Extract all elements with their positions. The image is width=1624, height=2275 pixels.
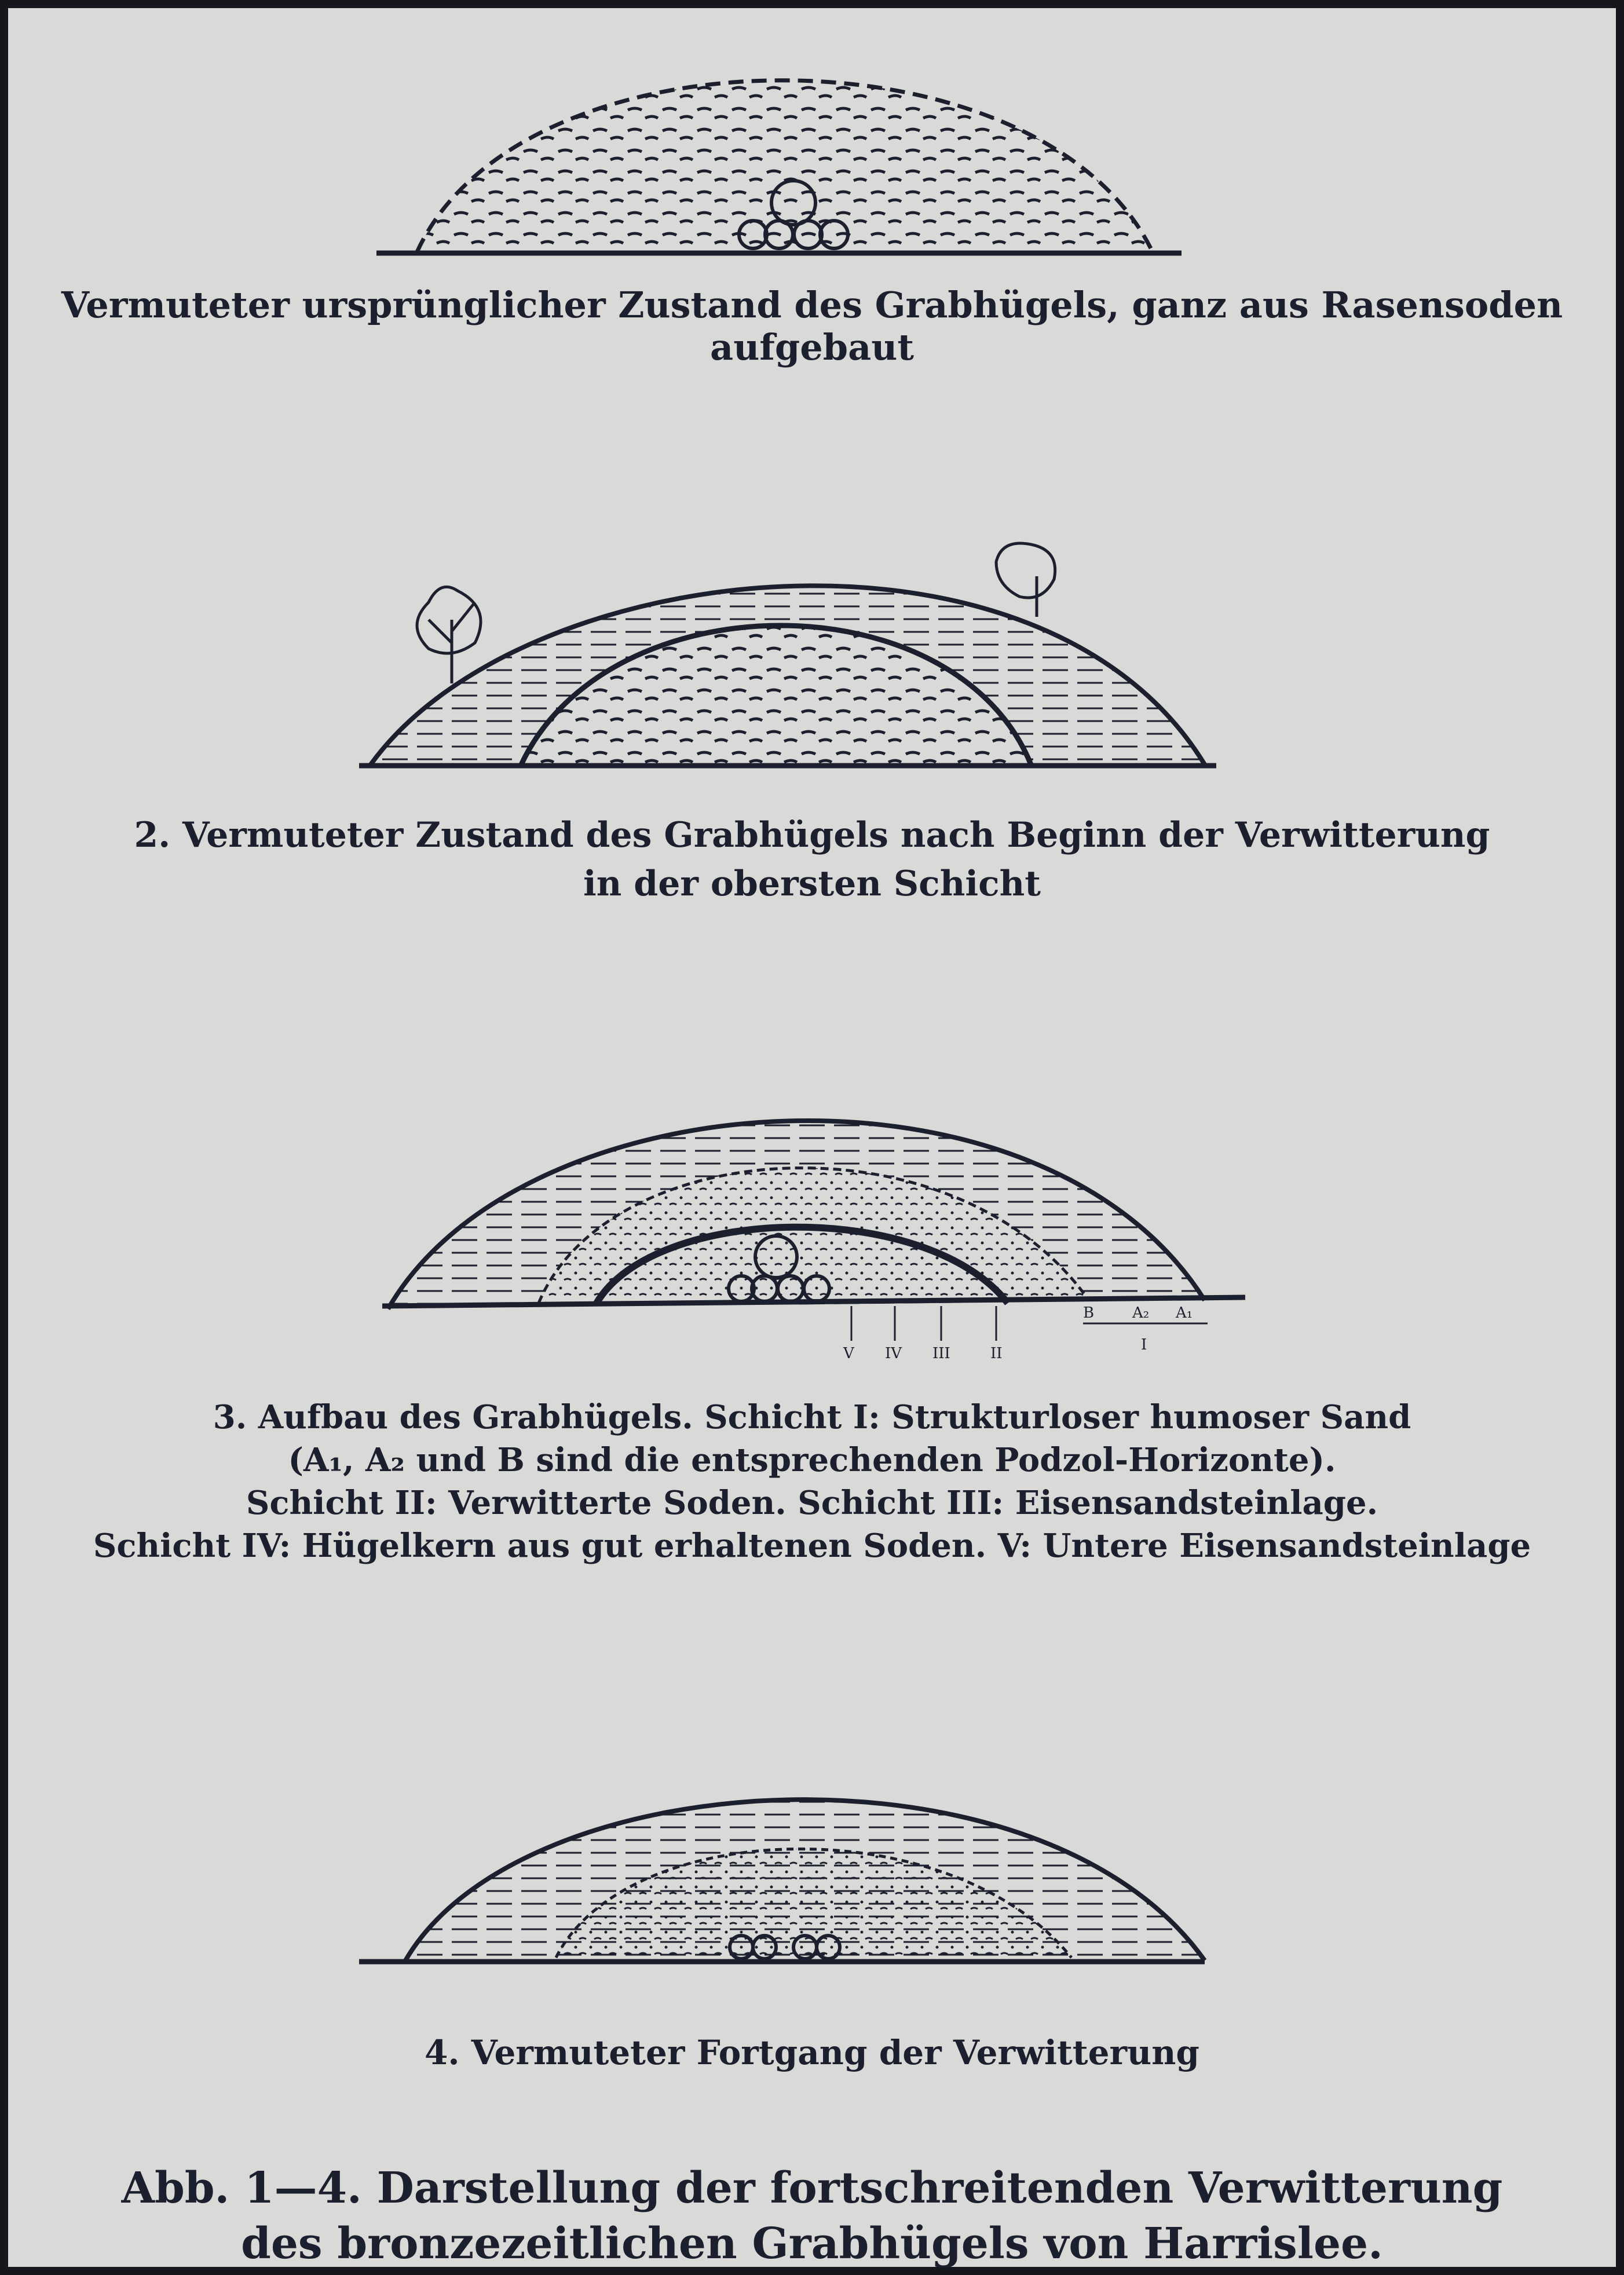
label-horizon-a1: A₁ — [1176, 1304, 1193, 1322]
figure-2-caption-line-1: 2. Vermuteter Zustand des Grabhügels nach Beginn der Verwitterung — [134, 815, 1490, 855]
label-horizon-b: B — [1083, 1304, 1095, 1322]
figure-2-caption-line-2: in der obersten Schicht — [583, 864, 1041, 904]
figure-4-mound-advanced-weathering — [0, 1732, 1624, 1998]
main-caption-line-1: Abb. 1—4. Darstellung der fortschreitenden Verwitterung — [121, 2163, 1503, 2213]
figure-3-caption — [0, 1396, 1624, 1567]
main-caption-line-2: des bronzezeitlichen Grabhügels von Harrislee. — [241, 2219, 1383, 2269]
figure-3-caption-line-2: (A₁, A₂ und B sind die entsprechenden Podzol-Horizonte). — [288, 1441, 1336, 1479]
tree-right-icon — [996, 543, 1055, 617]
figure-2-caption — [0, 811, 1624, 908]
tree-left-icon — [417, 587, 481, 683]
label-horizon-a2: A₂ — [1132, 1304, 1150, 1322]
figure-1-mound-original — [0, 0, 1624, 278]
label-layer-ii: II — [990, 1345, 1003, 1362]
label-layer-i: I — [1141, 1336, 1147, 1354]
figure-3-mound-structure — [0, 1043, 1624, 1367]
figure-4-caption: 4. Vermuteter Fortgang der Verwitterung — [425, 2033, 1199, 2072]
figure-2-mound-early-weathering — [0, 498, 1624, 788]
label-layer-v: V — [843, 1345, 854, 1362]
main-caption — [0, 2160, 1624, 2272]
figure-1-caption: Vermuteter ursprünglicher Zustand des Grabhügels, ganz aus Rasensoden aufgebaut — [61, 284, 1563, 368]
figure-3-caption-line-3: Schicht II: Verwitterte Soden. Schicht III: Eisensandsteinlage. — [246, 1484, 1378, 1522]
label-layer-iv: IV — [885, 1345, 902, 1362]
figure-3-caption-line-4: Schicht IV: Hügelkern aus gut erhaltenen Soden. V: Untere Eisensandsteinlage — [93, 1527, 1531, 1565]
figure-3-caption-line-1: 3. Aufbau des Grabhügels. Schicht I: Strukturloser humoser Sand — [213, 1398, 1411, 1436]
label-layer-iii: III — [932, 1345, 950, 1362]
